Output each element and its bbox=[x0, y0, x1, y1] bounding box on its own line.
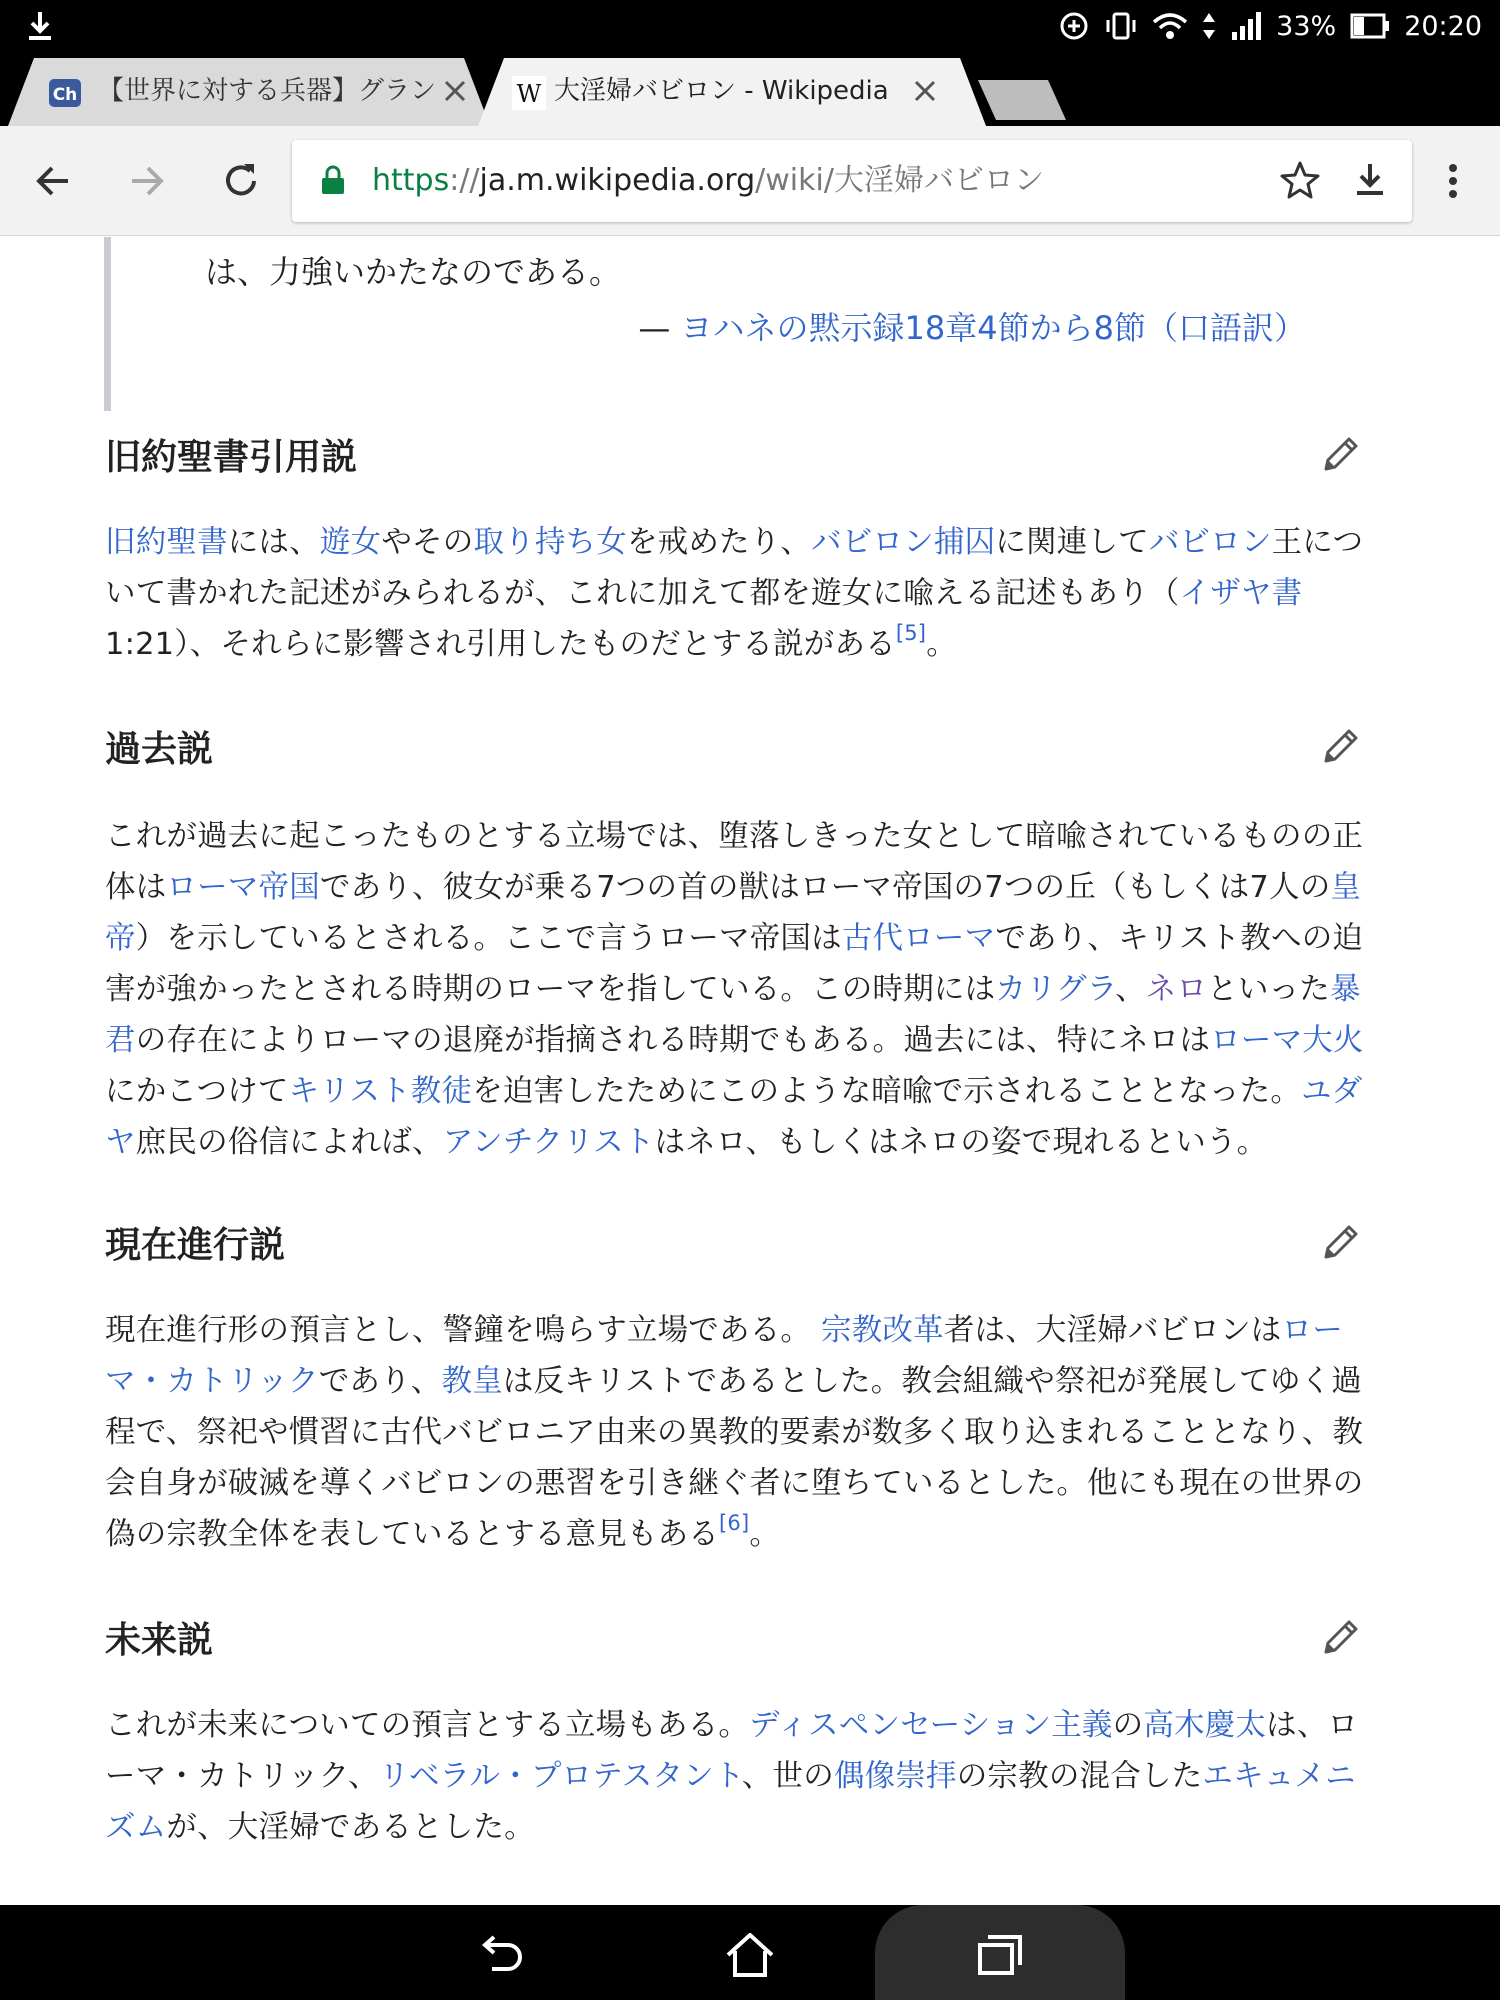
paragraph-text: やその bbox=[381, 525, 474, 560]
paragraph-line bbox=[105, 1509, 1385, 1560]
paragraph-line bbox=[105, 1751, 1385, 1802]
reference-superscript bbox=[896, 621, 926, 645]
lock-icon bbox=[320, 164, 346, 196]
citation-dash: — bbox=[638, 309, 681, 347]
article-link[interactable]: ユダ bbox=[1301, 1074, 1363, 1109]
article-content bbox=[0, 237, 1500, 1905]
browser-toolbar bbox=[0, 126, 1500, 236]
paragraph-text: の存在によりローマの退廃が指摘される時期でもある。過去には、特にネロは bbox=[135, 1023, 1211, 1058]
reference-superscript bbox=[719, 1511, 749, 1535]
section-paragraph bbox=[105, 1700, 1385, 1853]
pencil-icon[interactable] bbox=[1318, 723, 1364, 769]
paragraph-line bbox=[105, 1802, 1385, 1853]
citation-link[interactable]: ヨハネの黙示録18章4節から8節（口語訳） bbox=[680, 309, 1306, 347]
nav-back-icon[interactable] bbox=[472, 1927, 528, 1983]
paragraph-text: を迫害したためにこのような暗喩で示されることとなった。 bbox=[472, 1074, 1302, 1109]
paragraph-text: 現在進行形の預言とし、警鐘を鳴らす立場である。 bbox=[105, 1313, 821, 1348]
reference-link[interactable]: [5] bbox=[895, 621, 927, 645]
article-link[interactable]: 暴 bbox=[1329, 972, 1361, 1007]
data-saver-icon bbox=[1058, 10, 1090, 42]
section-heading: 未来説 bbox=[105, 1620, 214, 1661]
paragraph-text: 体は bbox=[105, 870, 167, 905]
system-nav-bar bbox=[0, 1905, 1500, 2000]
svg-text:Ch: Ch bbox=[52, 85, 78, 105]
new-tab-button[interactable] bbox=[974, 56, 1066, 126]
status-bar bbox=[0, 0, 1500, 52]
blockquote-text: は、力強いかたなのである。 bbox=[205, 253, 622, 291]
article-link[interactable]: ローマ帝国 bbox=[166, 870, 320, 905]
url-host: ja.m.wikipedia.org bbox=[479, 163, 756, 198]
article-link[interactable]: 帝 bbox=[105, 921, 136, 956]
url-path: /wiki/大淫婦バビロン bbox=[755, 163, 1044, 198]
paragraph-line bbox=[105, 862, 1385, 913]
pencil-icon[interactable] bbox=[1318, 431, 1364, 477]
article-link[interactable]: リベラル・プロテスタント bbox=[378, 1759, 742, 1794]
paragraph-text: 1:21）、それらに影響され引用したものだとする説がある bbox=[105, 627, 896, 662]
download-page-icon[interactable] bbox=[1348, 158, 1392, 202]
reference-link[interactable]: [6] bbox=[719, 1511, 750, 1535]
url-separator: :// bbox=[449, 163, 480, 198]
paragraph-line bbox=[105, 1356, 1385, 1407]
paragraph-line bbox=[105, 1407, 1385, 1458]
paragraph-text: これが過去に起こったものとする立場では、堕落しきった女として暗喩されているものの正 bbox=[105, 819, 1364, 854]
nav-home-icon[interactable] bbox=[722, 1927, 778, 1983]
paragraph-line bbox=[105, 1066, 1385, 1117]
paragraph-text: の宗教の混合した bbox=[956, 1759, 1203, 1794]
paragraph-line bbox=[105, 1015, 1385, 1066]
article-link[interactable]: 偶像崇拝 bbox=[833, 1759, 957, 1794]
paragraph-text: はネロ、もしくはネロの姿で現れるという。 bbox=[654, 1125, 1268, 1160]
paragraph-text: であり、 bbox=[318, 1364, 442, 1399]
tab-active[interactable] bbox=[478, 56, 986, 126]
section-heading: 過去説 bbox=[105, 729, 214, 770]
article-link[interactable]: 教皇 bbox=[441, 1364, 503, 1399]
section-paragraph bbox=[105, 1305, 1385, 1560]
article-link[interactable]: ローマ大火 bbox=[1210, 1023, 1364, 1058]
blockquote-citation bbox=[638, 303, 1306, 349]
svg-text:W: W bbox=[516, 80, 542, 108]
close-tab-icon[interactable] bbox=[910, 76, 940, 106]
paragraph-text: 者は、大淫婦バビロンは bbox=[943, 1313, 1282, 1348]
article-link[interactable]: 遊女 bbox=[319, 525, 382, 560]
paragraph-text: が、大淫婦であるとした。 bbox=[166, 1810, 535, 1845]
tab-title: 【世界に対する兵器】グラン bbox=[98, 76, 437, 106]
clock: 20:20 bbox=[1404, 10, 1482, 42]
article-link[interactable]: カリグラ bbox=[995, 972, 1116, 1007]
address-bar[interactable] bbox=[292, 140, 1412, 222]
paragraph-text: 。 bbox=[749, 1517, 781, 1552]
article-link[interactable]: アンチクリスト bbox=[442, 1125, 655, 1160]
paragraph-text: いて書かれた記述がみられるが、これに加えて都を遊女に喩える記述もあり（ bbox=[105, 576, 1180, 611]
paragraph-line bbox=[105, 913, 1385, 964]
tab-strip bbox=[0, 52, 1500, 126]
paragraph-text: に関連して bbox=[995, 525, 1149, 560]
wifi-icon bbox=[1152, 10, 1188, 42]
tab-title: 大淫婦バビロン - Wikipedia bbox=[554, 76, 889, 106]
close-tab-icon[interactable] bbox=[440, 76, 470, 106]
section-heading: 現在進行説 bbox=[105, 1225, 286, 1266]
menu-dots-icon[interactable] bbox=[1428, 156, 1478, 206]
download-notification-icon bbox=[22, 8, 58, 44]
paragraph-line bbox=[105, 1458, 1385, 1509]
paragraph-line bbox=[105, 568, 1385, 619]
battery-percent: 33% bbox=[1276, 10, 1337, 42]
article-link[interactable]: ディスペンセーション主義 bbox=[749, 1708, 1113, 1743]
paragraph-text: を戒めたり、 bbox=[626, 525, 812, 560]
paragraph-line bbox=[105, 1700, 1385, 1751]
article-link[interactable]: 高木慶太 bbox=[1143, 1708, 1267, 1743]
reload-icon[interactable] bbox=[216, 156, 266, 206]
article-link[interactable]: 皇 bbox=[1330, 870, 1362, 905]
paragraph-line bbox=[105, 517, 1385, 568]
vibrate-icon bbox=[1104, 10, 1138, 42]
paragraph-text: の bbox=[1112, 1708, 1144, 1743]
section-paragraph bbox=[105, 517, 1385, 670]
signal-icon bbox=[1230, 10, 1262, 42]
battery-icon bbox=[1350, 11, 1390, 41]
paragraph-text: 、 bbox=[1115, 972, 1146, 1007]
paragraph-text: ーマ・カトリック、 bbox=[105, 1759, 379, 1794]
article-link[interactable]: ズム bbox=[105, 1810, 167, 1845]
article-link[interactable]: バビロン捕囚 bbox=[811, 525, 996, 560]
article-link[interactable]: 旧約聖書 bbox=[105, 525, 228, 560]
paragraph-text: 。 bbox=[926, 627, 957, 662]
url-text[interactable] bbox=[372, 140, 1044, 222]
paragraph-text: であり、彼女が乗る7つの首の獣はローマ帝国の7つの丘（もしくは7人の bbox=[319, 870, 1331, 905]
paragraph-text: といった bbox=[1207, 972, 1330, 1007]
star-icon[interactable] bbox=[1278, 158, 1322, 202]
data-arrows-icon bbox=[1202, 10, 1216, 42]
paragraph-text: 王につ bbox=[1271, 525, 1364, 560]
article-link[interactable]: ヤ bbox=[105, 1125, 136, 1160]
ch-favicon-icon bbox=[48, 76, 82, 110]
article-link[interactable]: エキュメニ bbox=[1202, 1759, 1356, 1794]
article-link[interactable]: ロー bbox=[1281, 1313, 1343, 1348]
paragraph-text: 庶民の俗信によれば、 bbox=[135, 1125, 443, 1160]
paragraph-text: これが未来についての預言とする立場もある。 bbox=[105, 1708, 750, 1743]
article-link[interactable]: 古代ローマ bbox=[841, 921, 996, 956]
article-link[interactable]: イザヤ書 bbox=[1179, 576, 1303, 611]
paragraph-text: 会自身が破滅を導くバビロンの悪習を引き継ぐ者に堕ちているとした。他にも現在の世界の bbox=[105, 1466, 1364, 1501]
paragraph-line bbox=[105, 964, 1385, 1015]
paragraph-text: 偽の宗教全体を表しているとする意見もある bbox=[105, 1517, 719, 1552]
paragraph-line bbox=[105, 811, 1385, 862]
blockquote bbox=[104, 237, 1394, 411]
paragraph-text: 程で、祭祀や慣習に古代バビロニア由来の異教的要素が数多く取り込まれることとなり、教 bbox=[105, 1415, 1364, 1450]
forward-arrow-icon[interactable] bbox=[122, 156, 172, 206]
new-tab-icon bbox=[974, 56, 1066, 126]
article-link[interactable]: 取り持ち女 bbox=[473, 525, 627, 560]
url-scheme: https bbox=[372, 163, 450, 198]
paragraph-line bbox=[105, 1117, 1385, 1168]
paragraph-line bbox=[105, 1305, 1385, 1356]
wikipedia-favicon-icon bbox=[512, 76, 546, 110]
article-link[interactable]: バビロン bbox=[1148, 525, 1272, 560]
paragraph-text: にかこつけて bbox=[105, 1074, 289, 1109]
paragraph-line bbox=[105, 619, 1385, 670]
pencil-icon[interactable] bbox=[1318, 1614, 1364, 1660]
paragraph-text: には、 bbox=[227, 525, 320, 560]
nav-recents-icon[interactable] bbox=[972, 1927, 1028, 1983]
section-heading: 旧約聖書引用説 bbox=[105, 437, 358, 478]
paragraph-text: ）を示しているとされる。ここで言うローマ帝国は bbox=[135, 921, 842, 956]
tab-inactive[interactable] bbox=[8, 56, 490, 126]
paragraph-text: 害が強かったとされる時期のローマを指している。この時期には bbox=[105, 972, 996, 1007]
back-arrow-icon[interactable] bbox=[28, 156, 78, 206]
pencil-icon[interactable] bbox=[1318, 1219, 1364, 1265]
paragraph-text: 、世の bbox=[741, 1759, 834, 1794]
section-paragraph bbox=[105, 811, 1385, 1168]
paragraph-text: は、ロ bbox=[1266, 1708, 1359, 1743]
paragraph-text: は反キリストであるとした。教会組織や祭祀が発展してゆく過 bbox=[502, 1364, 1362, 1399]
status-icons bbox=[1058, 0, 1482, 52]
article-link[interactable]: キリスト教徒 bbox=[288, 1074, 473, 1109]
article-link[interactable]: マ・カトリック bbox=[105, 1364, 319, 1399]
article-link[interactable]: 宗教改革 bbox=[821, 1313, 944, 1348]
paragraph-text: であり、キリスト教への迫 bbox=[995, 921, 1364, 956]
article-link[interactable]: 君 bbox=[105, 1023, 136, 1058]
article-link[interactable]: ネロ bbox=[1145, 972, 1208, 1007]
